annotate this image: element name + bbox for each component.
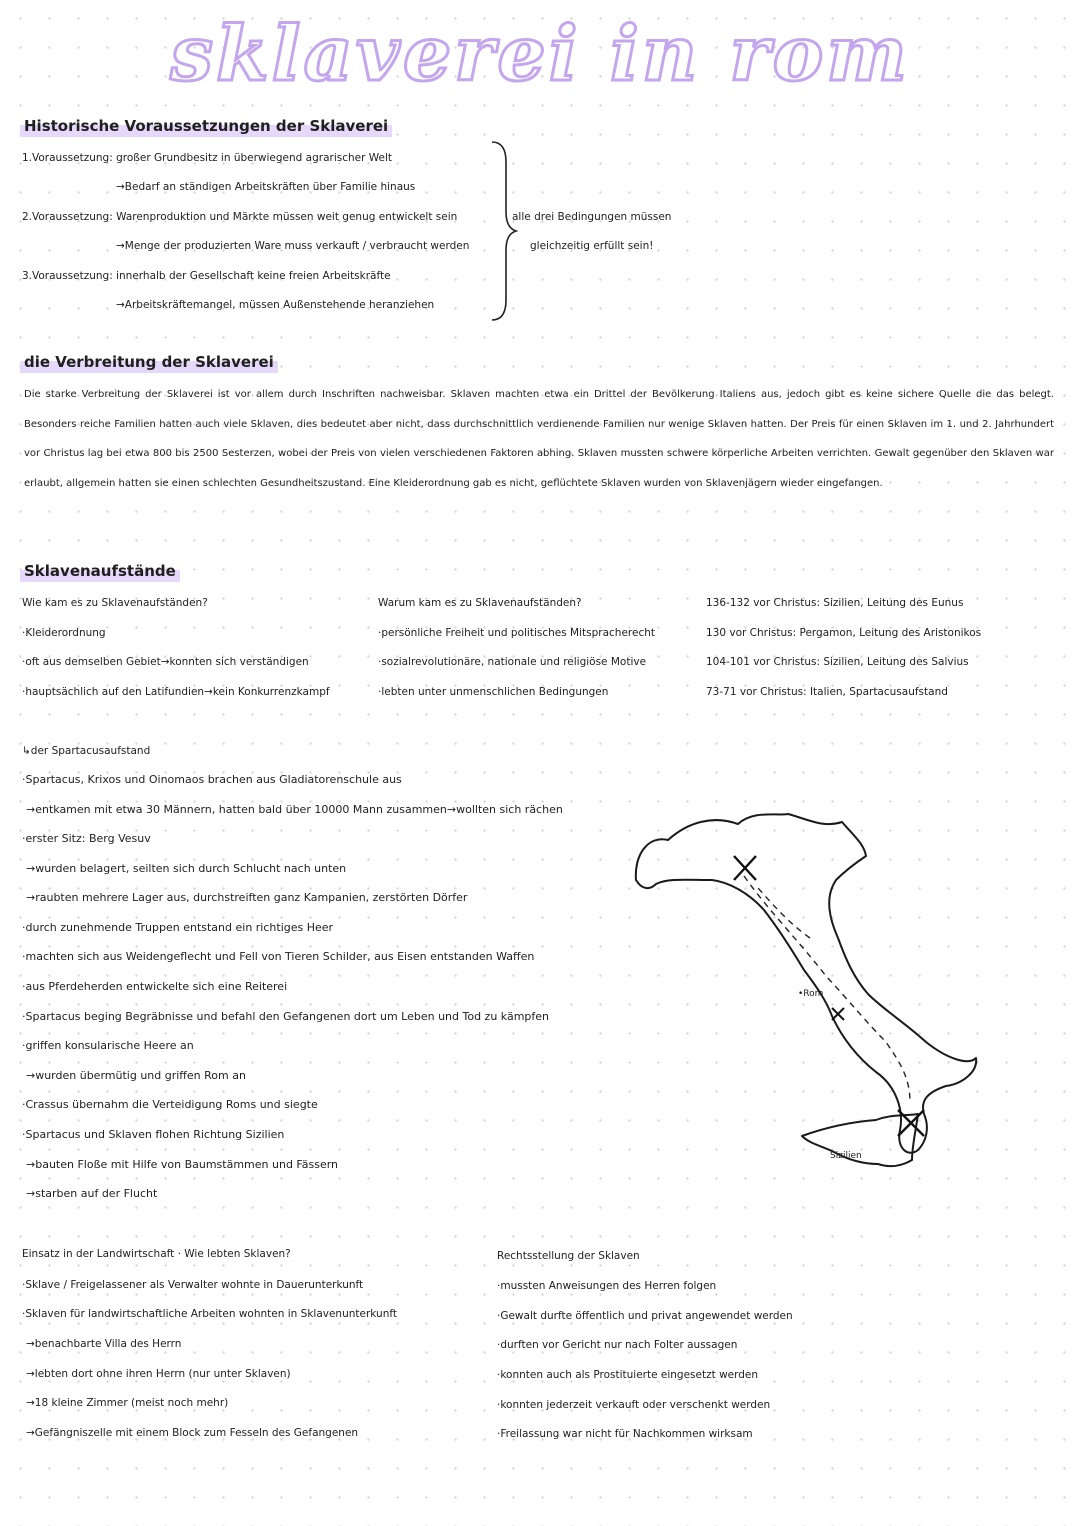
rechtsstellung-line: ·Freilassung war nicht für Nachkommen wirksam [497,1428,753,1440]
bedingungen-note-2: gleichzeitig erfüllt sein! [530,240,654,252]
bedingungen-note-1: alle drei Bedingungen müssen [512,211,672,223]
rechtsstellung-line: ·mussten Anweisungen des Herren folgen [497,1280,717,1292]
rechtsstellung-line: ·Gewalt durfte öffentlich und privat angewendet werden [497,1310,793,1322]
spartacus-line: →raubten mehrere Lager aus, durchstreiften ganz Kampanien, zerstörten Dörfer [26,891,468,904]
landwirtschaft-line: →Gefängniszelle mit einem Block zum Fesseln des Gefangenen [26,1427,359,1439]
route-south-path [744,876,910,1102]
spartacus-line: ·durch zunehmende Truppen entstand ein richtiges Heer [22,921,334,934]
list-item: ·sozialrevolutionäre, nationale und religiöse Motive [378,656,647,668]
voraussetzung-2-sub: →Menge der produzierten Ware muss verkauft / verbraucht werden [116,240,470,252]
rechtsstellung-line: ·konnten jederzeit verkauft oder verschenkt werden [497,1399,771,1411]
spartacus-line: ·Spartacus, Krixos und Oinomaos brachen aus Gladiatorenschule aus [22,773,402,786]
landwirtschaft-line: →lebten dort ohne ihren Herrn (nur unter Sklaven) [26,1368,291,1380]
voraussetzung-text: Warenproduktion und Märkte müssen weit genug entwickelt sein [116,211,458,223]
aufstand-date: 104-101 [706,656,750,668]
voraussetzung-3 [22,268,391,284]
aufstand-detail: vor Christus: Pergamon, Leitung des Aristonikos [729,627,982,639]
aufstand-detail: vor Christus: Italien, Spartacusaufstand [739,686,948,698]
spartacus-line: ·griffen konsularische Heere an [22,1039,194,1052]
spartacus-heading: ↳der Spartacusaufstand [22,745,151,757]
voraussetzung-1-sub: →Bedarf an ständigen Arbeitskräften über Familie hinaus [116,181,416,193]
spartacus-line: →wurden belagert, seilten sich durch Schlucht nach unten [26,862,347,875]
aufstaende-col1-heading: Wie kam es zu Sklavenaufständen? [22,597,208,609]
spartacus-line: →bauten Floße mit Hilfe von Baumstämmen und Fässern [26,1158,339,1171]
verbreitung-paragraph: Die starke Verbreitung der Sklaverei ist vor allem durch Inschriften nachweisbar. Sklaven machten etwa ein Drittel der Bevölkerung Italiens aus, jedoch gibt es keine sichere Quelle die das belegt. Besonders reiche Familien hatten auch viele Sklaven, dies bedeutet aber nicht, dass durchschnittlich verdienende Familien nur wenige Sklaven hatten. Der Preis für einen Sklaven im 1. und 2. Jahrhundert vor Christus lag bei etwa 800 bis 2500 Sesterzen, wobei der Preis von vielen verschiedenen Faktoren abhing. Sklaven mussten schwere körperliche Arbeiten verrichten. Gewalt gegenüber den Sklaven war erlaubt, allgemein hatten sie einen schlechten Gesundheitszustand. Eine Kleiderordnung gab es nicht, geflüchtete Sklaven wurden von Sklavenjägern wieder eingefangen. [24,389,1054,489]
aufstand-date: 130 [706,627,727,639]
spartacus-line: ·machten sich aus Weidengeflecht und Fell von Tieren Schilder, aus Eisen entstanden Waffen [22,950,535,963]
page-title: sklaverei in rom [170,9,910,98]
map-label-sizilien: Sizilien [830,1151,862,1161]
aufstaende-heading: Sklavenaufstände [20,560,180,582]
spartacus-line: →starben auf der Flucht [26,1187,158,1200]
spartacus-line: ·erster Sitz: Berg Vesuv [22,832,151,845]
list-item: ·Kleiderordnung [22,627,106,639]
spartacus-line: ·Spartacus beging Begräbnisse und befahl den Gefangenen dort um Leben und Tod zu kämpfen [22,1010,550,1023]
spartacus-line: →entkamen mit etwa 30 Männern, hatten bald über 10000 Mann zusammen→wollten sich rächen [26,803,563,816]
aufstand-date: 73-71 [706,686,737,698]
rom-marker-icon [832,1008,844,1020]
landwirtschaft-line: ·Sklaven für landwirtschaftliche Arbeiten wohnten in Sklavenunterkunft [22,1308,397,1320]
voraussetzung-label: 3.Voraussetzung: [22,270,113,282]
list-item: ·lebten unter unmenschlichen Bedingungen [378,686,609,698]
verbreitung-heading: die Verbreitung der Sklaverei [20,351,278,373]
spartacus-line: ·aus Pferdeherden entwickelte sich eine Reiterei [22,980,288,993]
italy-map [628,810,988,1190]
landwirtschaft-line: →benachbarte Villa des Herrn [26,1338,182,1350]
spartacus-line: ·Crassus übernahm die Verteidigung Roms und siegte [22,1098,318,1111]
landwirtschaft-line: →18 kleine Zimmer (meist noch mehr) [26,1397,229,1409]
landwirtschaft-line: ·Sklave / Freigelassener als Verwalter wohnte in Dauerunterkunft [22,1279,364,1291]
italy-outline [636,814,976,1153]
voraussetzung-3-sub: →Arbeitskräftemangel, müssen Außenstehende heranziehen [116,299,435,311]
voraussetzung-text: großer Grundbesitz in überwiegend agrarischer Welt [116,152,393,164]
spartacus-line: ·Spartacus und Sklaven flohen Richtung Sizilien [22,1128,285,1141]
list-item: ·oft aus demselben Gebiet→konnten sich verständigen [22,656,309,668]
landwirtschaft-heading: Einsatz in der Landwirtschaft · Wie lebten Sklaven? [22,1248,291,1260]
voraussetzung-2 [22,209,457,225]
aufstand-date-entry [706,654,969,670]
voraussetzung-1 [22,150,392,166]
aufstaende-col2-heading: Warum kam es zu Sklavenaufständen? [378,597,582,609]
curly-brace-icon [488,140,518,322]
rechtsstellung-line: ·durften vor Gericht nur nach Folter aussagen [497,1339,738,1351]
aufstand-date-entry [706,684,948,700]
list-item: ·persönliche Freiheit und politisches Mitspracherecht [378,627,656,639]
voraussetzung-label: 1.Voraussetzung: [22,152,113,164]
aufstand-date-entry [706,595,963,611]
aufstand-detail: vor Christus: Sizilien, Leitung des Eunus [753,597,964,609]
aufstand-date: 136-132 [706,597,750,609]
aufstand-date-entry [706,625,981,641]
rechtsstellung-line: ·konnten auch als Prostituierte eingesetzt werden [497,1369,759,1381]
voraussetzung-label: 2.Voraussetzung: [22,211,113,223]
rechtsstellung-heading: Rechtsstellung der Sklaven [497,1250,640,1262]
voraussetzung-text: innerhalb der Gesellschaft keine freien Arbeitskräfte [116,270,391,282]
list-item: ·hauptsächlich auf den Latifundien→kein Konkurrenzkampf [22,686,330,698]
voraussetzungen-heading: Historische Voraussetzungen der Sklaverei [20,115,392,137]
map-label-rom: •Rom [798,989,824,999]
aufstand-detail: vor Christus: Sizilien, Leitung des Salvius [753,656,969,668]
spartacus-line: →wurden übermütig und griffen Rom an [26,1069,246,1082]
